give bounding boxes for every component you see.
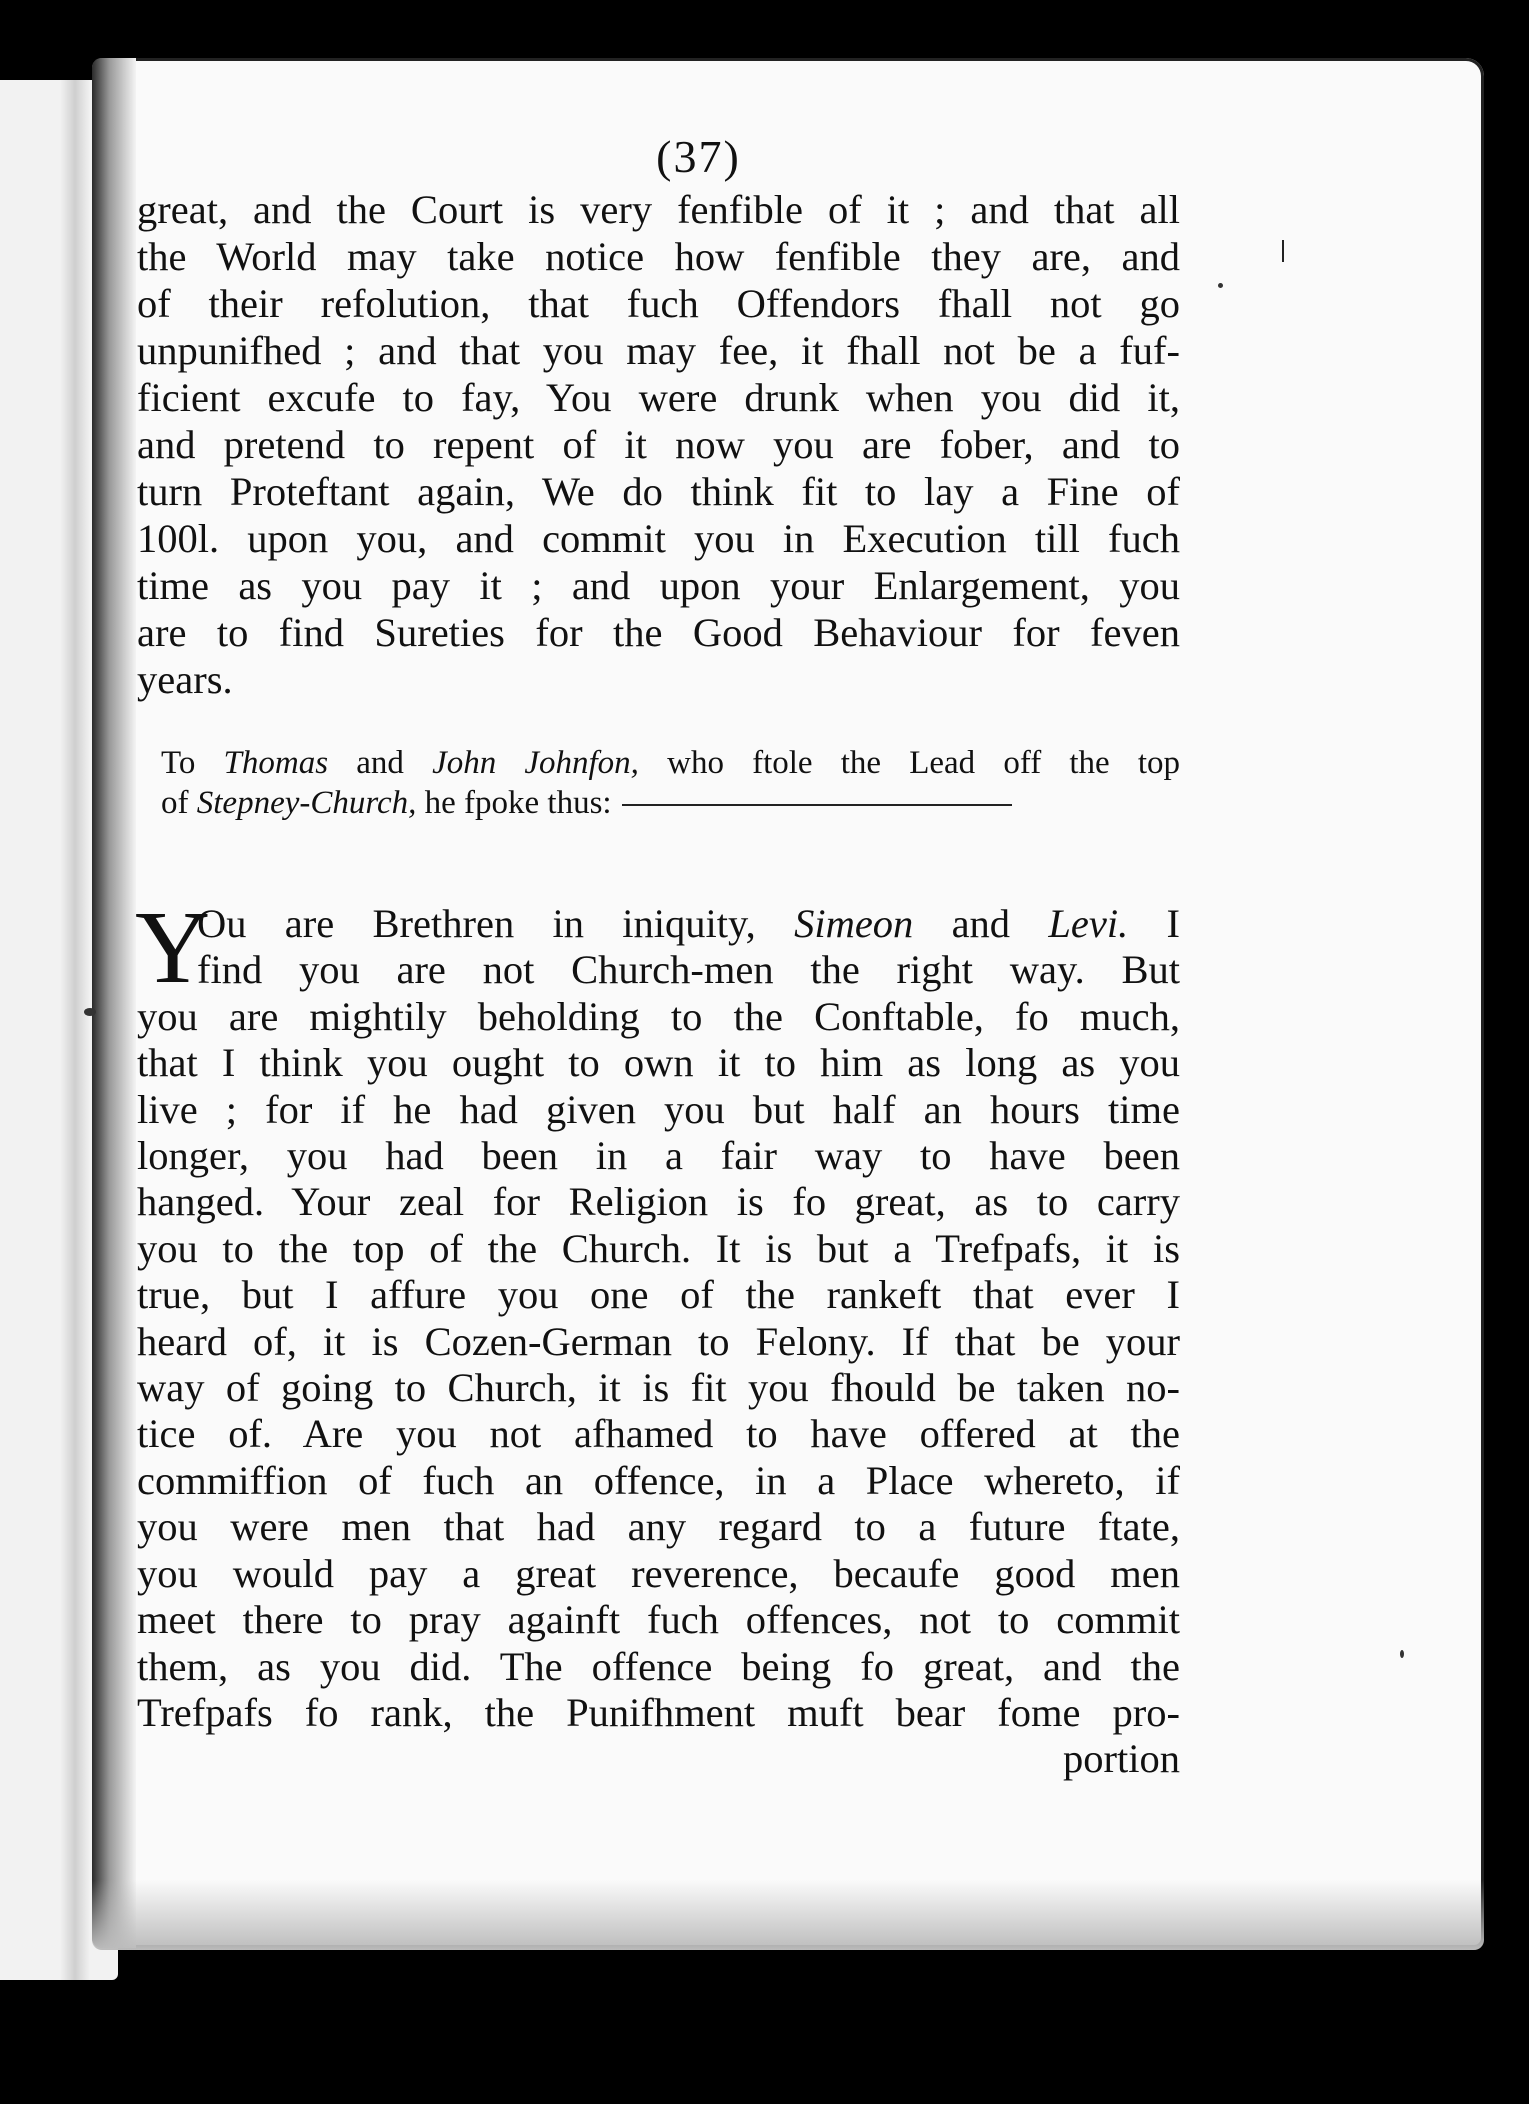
facing-page-shadow [60,80,90,1980]
text-line: live ; for if he had given you but half an hours time [137,1086,1180,1132]
heading-rule [622,804,1012,806]
text-line: heard of, it is Cozen-German to Felony. If that be your [137,1318,1180,1364]
text-line: you would pay a great reverence, becaufe good men [137,1550,1180,1596]
page-text [137,130,1180,1783]
text-line: you to the top of the Church. It is but a Trefpafs, it is [137,1225,1180,1271]
scan-speck [1400,1650,1404,1658]
page-bottom-shadow [92,1880,1484,1950]
heading-line: of Stepney-Church, he fpoke thus: [161,783,1180,823]
heading-line: To Thomas and John Johnfon, who ftole the Lead off the top [161,745,1181,781]
text-line: true, but I affure you one of the rankeft that ever I [137,1272,1180,1318]
paragraph-sentence [137,186,1180,703]
text-line: time as you pay it ; and upon your Enlargement, you [137,563,1180,608]
scan-speck [1218,283,1223,288]
scan-mark [1282,240,1284,262]
drop-cap: Y [135,890,211,1005]
text-line: Ou are Brethren in iniquity, Simeon and Levi. I [197,901,1180,946]
text-line: turn Proteftant again, We do think fit to lay a Fine of [137,469,1180,514]
text-line: commiffion of fuch an offence, in a Place whereto, if [137,1457,1180,1503]
text-line: longer, you had been in a fair way to have been [137,1133,1180,1179]
text-line: of their refolution, that fuch Offendors fhall not go [137,281,1180,326]
text-line: ficient excufe to fay, You were drunk when you did it, [137,375,1180,420]
text-line: them, as you did. The offence being fo great, and the [137,1643,1180,1689]
text-line: way of going to Church, it is fit you fhould be taken no- [137,1365,1180,1411]
text-line: years. [137,657,233,702]
text-line: 100l. upon you, and commit you in Execution till fuch [137,516,1180,561]
page-number: (37) [656,131,741,182]
name-john-johnson: John Johnfon, [432,745,639,781]
margin-pointer [84,1008,96,1016]
text-line: hanged. Your zeal for Religion is fo great, as to carry [137,1179,1180,1225]
text-line: that I think you ought to own it to him as long as you [137,1040,1180,1086]
text-line: find you are not Church-men the right way. But [197,947,1180,993]
text-line: the World may take notice how fenfible they are, and [137,234,1180,279]
text-line: tice of. Are you not afhamed to have offered at the [137,1411,1180,1457]
text-line: and pretend to repent of it now you are fober, and to [137,422,1180,467]
name-thomas: Thomas [223,745,329,781]
text-line: you were men that had any regard to a future ftate, [137,1504,1180,1550]
text-line: meet there to pray againft fuch offences, not to commit [137,1597,1180,1643]
catchword: portion [1063,1736,1180,1782]
text-line: Trefpafs fo rank, the Punifhment muft bear fome pro- [137,1689,1180,1735]
text-line: great, and the Court is very fenfible of it ; and that all [137,187,1180,232]
page-gutter [92,58,136,1948]
speech-heading [161,743,1180,823]
text-line: are to find Sureties for the Good Behaviour for feven [137,610,1180,655]
text-line: unpunifhed ; and that you may fee, it fhall not be a fuf- [137,328,1180,373]
place-stepney-church: Stepney-Church, [196,785,417,821]
text-line: you are mightily beholding to the Conftable, fo much, [137,993,1180,1039]
speech-paragraph [135,890,1180,1783]
